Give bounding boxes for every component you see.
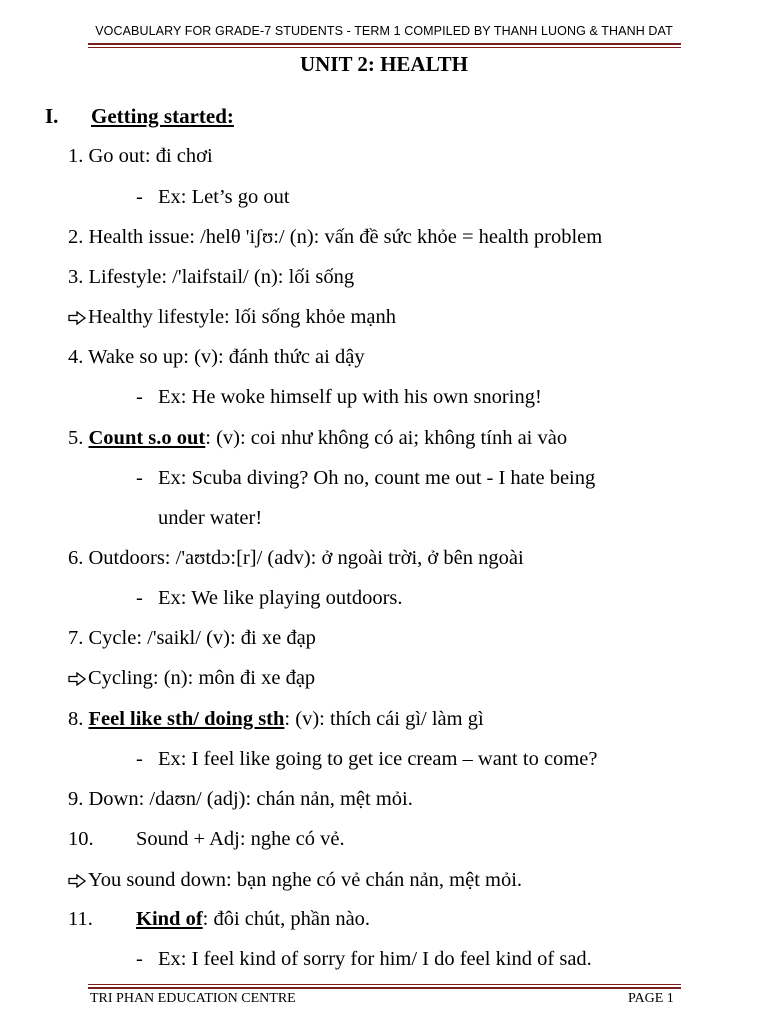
example-11 (136, 947, 592, 971)
page-header: VOCABULARY FOR GRADE-7 STUDENTS - TERM 1 COMPILED BY THANH LUONG & THANH DAT (95, 24, 673, 38)
section-number: I. (45, 104, 59, 128)
bullet-dash: - (136, 186, 143, 208)
vocab-item-1: 1. Go out: đi chơi (68, 145, 213, 167)
vocab-item-4: 4. Wake so up: (v): đánh thức ai dậy (68, 346, 365, 368)
example-4 (136, 385, 542, 409)
outline-right-arrow-icon (68, 666, 88, 690)
derived-text: Healthy lifestyle: lối sống khỏe mạnh (88, 306, 397, 328)
vocab-item-5 (68, 426, 567, 450)
example-5 (136, 466, 595, 490)
vocab-item-11-number: 11. (68, 908, 93, 930)
bullet-dash: - (136, 386, 143, 408)
footer-rule (88, 984, 681, 989)
bullet-dash: - (136, 587, 143, 609)
vocab-item-6: 6. Outdoors: /'aʊtdɔ:[r]/ (adv): ở ngoài trời, ở bên ngoài (68, 547, 524, 569)
example-text: Ex: He woke himself up with his own snoring! (158, 386, 542, 408)
vocab-term: Kind of (136, 908, 203, 930)
vocab-item-9: 9. Down: /daʊn/ (adj): chán nản, mệt mỏi. (68, 788, 413, 810)
derived-item-3 (68, 305, 396, 329)
bullet-dash: - (136, 748, 143, 770)
vocab-item-3: 3. Lifestyle: /'laifstail/ (n): lối sống (68, 266, 355, 288)
vocab-item-10-number: 10. (68, 828, 94, 850)
footer-centre-name: TRI PHAN EDUCATION CENTRE (90, 991, 296, 1006)
vocab-item-10: Sound + Adj: nghe có vẻ. (136, 828, 345, 850)
example-text: Ex: I feel kind of sorry for him/ I do feel kind of sad. (158, 948, 592, 970)
example-6 (136, 586, 403, 610)
vocab-definition: : (v): thích cái gì/ làm gì (284, 708, 484, 730)
item-number: 8. (68, 708, 89, 730)
example-8 (136, 747, 597, 771)
header-rule (88, 43, 681, 48)
derived-text: You sound down: bạn nghe có vẻ chán nản, mệt mỏi. (88, 869, 523, 891)
vocab-term: Feel like sth/ doing sth (88, 708, 285, 730)
example-5-continued: under water! (158, 507, 263, 529)
derived-item-7 (68, 666, 315, 690)
example-text: Ex: Let’s go out (158, 186, 290, 208)
example-text: Ex: Scuba diving? Oh no, count me out - I hate being (158, 467, 596, 489)
vocab-item-11 (136, 907, 370, 931)
vocab-definition: : (v): coi như không có ai; không tính ai vào (205, 427, 568, 449)
outline-right-arrow-icon (68, 305, 88, 329)
bullet-dash: - (136, 467, 143, 489)
bullet-dash: - (136, 948, 143, 970)
example-1 (136, 185, 290, 209)
example-text: Ex: We like playing outdoors. (158, 587, 403, 609)
vocab-item-2: 2. Health issue: /helθ 'iʃʊ:/ (n): vấn đề sức khỏe = health problem (68, 226, 603, 248)
outline-right-arrow-icon (68, 868, 88, 892)
section-title: Getting started: (91, 104, 234, 128)
page-number: PAGE 1 (628, 991, 674, 1006)
vocab-item-8 (68, 707, 484, 731)
vocab-definition: : đôi chút, phần nào. (202, 908, 371, 930)
item-number: 5. (68, 427, 89, 449)
derived-text: Cycling: (n): môn đi xe đạp (88, 667, 316, 689)
page-title: UNIT 2: HEALTH (299, 52, 469, 76)
example-text: Ex: I feel like going to get ice cream – want to come? (158, 748, 598, 770)
vocab-item-7: 7. Cycle: /'saikl/ (v): đi xe đạp (68, 627, 316, 649)
vocab-term: Count s.o out (88, 427, 206, 449)
derived-item-10 (68, 868, 522, 892)
